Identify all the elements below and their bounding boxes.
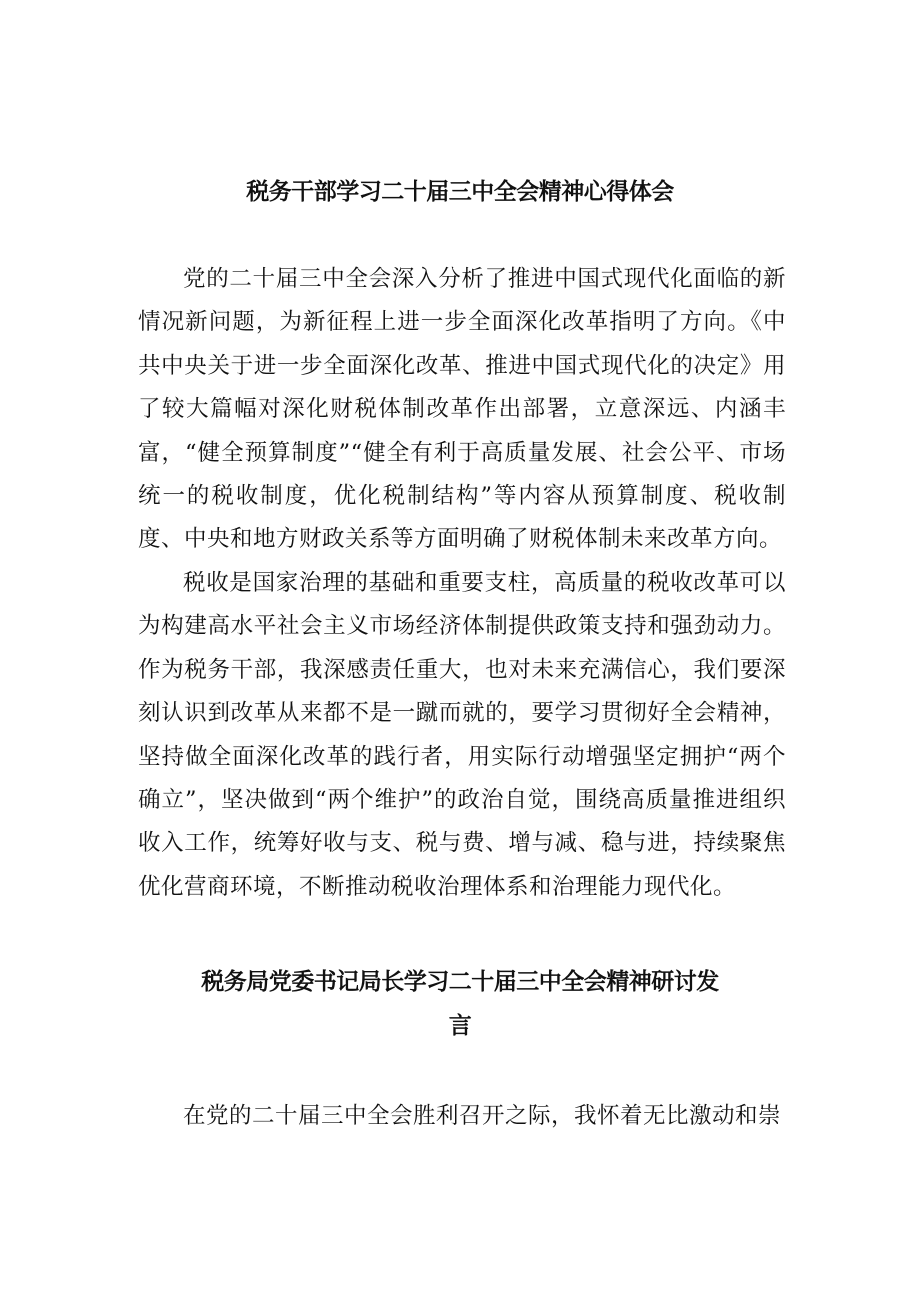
section2-title (0, 960, 920, 1048)
section2-title-line2: 言 (448, 1013, 472, 1039)
section1-paragraph-2: 税收是国家治理的基础和重要支柱，高质量的税收改革可以为构建高水平社会主义市场经济体制提供政策支持和强劲动力。作为税务干部，我深感责任重大，也对未来充满信心，我们要深刻认识到改革从来都不是一蹴而就的，要学习贯彻好全会精神，坚持做全面深化改革的践行者，用实际行动增强坚定拥护“两个确立”，坚决做到“两个维护”的政治自觉，围绕高质量推进组织收入工作，统筹好收与支、税与费、增与减、稳与进，持续聚焦优化营商环境，不断推动税收治理体系和治理能力现代化。 (138, 570, 786, 900)
section2-title-line1: 税务局党委书记局长学习二十届三中全会精神研讨发 (201, 969, 719, 995)
section1-paragraph-1: 党的二十届三中全会深入分析了推进中国式现代化面临的新情况新问题，为新征程上进一步全面深化改革指明了方向。《中共中央关于进一步全面深化改革、推进中国式现代化的决定》用了较大篇幅对深化财税体制改革作出部署，立意深远、内涵丰富，“健全预算制度”“健全有利于高质量发展、社会公平、市场统一的税收制度，优化税制结构”等内容从预算制度、税收制度、中央和地方财政关系等方面明确了财税体制未来改革方向。 (138, 266, 786, 553)
section1-title: 税务干部学习二十届三中全会精神心得体会 (246, 179, 674, 205)
section2-paragraph-1: 在党的二十届三中全会胜利召开之际，我怀着无比激动和崇 (183, 1103, 782, 1129)
